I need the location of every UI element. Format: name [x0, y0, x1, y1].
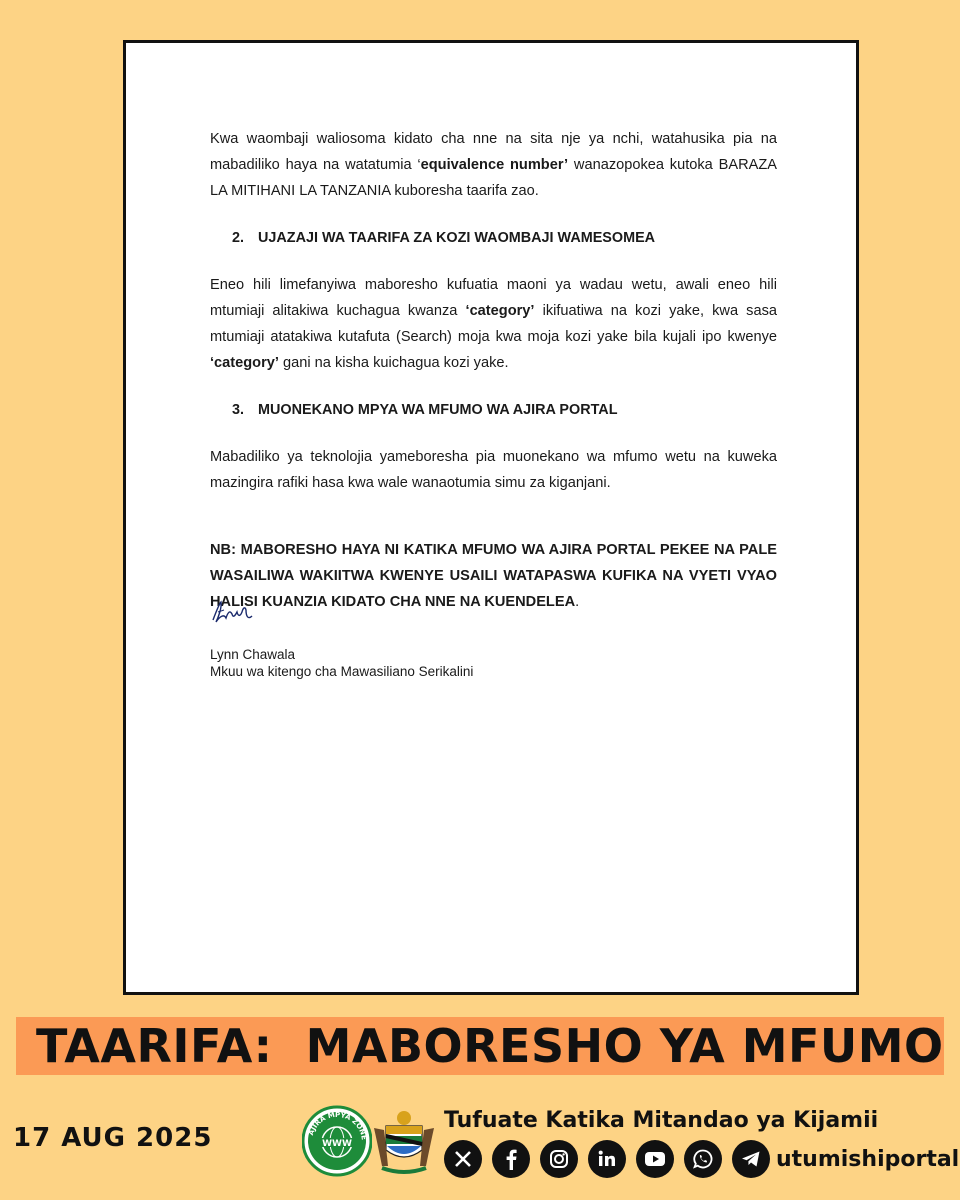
p2-bold-category-2: ‘category’	[210, 355, 279, 371]
heading-course-info	[210, 225, 777, 251]
heading-2-number: 2.	[232, 230, 245, 246]
p2-text-c: gani na kisha kuichagua kozi yake.	[278, 355, 509, 371]
heading-3-number: 3.	[232, 402, 245, 418]
signer-info	[210, 646, 473, 680]
coat-of-arms-icon	[368, 1106, 440, 1178]
title-banner	[16, 1017, 944, 1075]
paragraph-technology: Mabadiliko ya teknolojia yameboresha pia muonekano wa mfumo wetu na kuweka mazingira rafiki hasa kwa wale wanaotumia simu za kiganjani.	[210, 449, 777, 491]
whatsapp-icon[interactable]	[684, 1140, 722, 1178]
p2-bold-category-1: ‘category’	[465, 303, 535, 319]
document-page	[123, 40, 859, 995]
heading-new-look	[210, 397, 777, 423]
signature-block	[210, 598, 473, 680]
heading-2-text: UJAZAJI WA TAARIFA ZA KOZI WAOMBAJI WAMESOMEA	[258, 230, 656, 246]
paragraph-course-search	[210, 272, 777, 376]
paragraph-equivalence	[210, 126, 777, 204]
telegram-icon[interactable]	[732, 1140, 770, 1178]
heading-3-text: MUONEKANO MPYA WA MFUMO WA AJIRA PORTAL	[258, 402, 618, 418]
x-icon[interactable]	[444, 1140, 482, 1178]
social-links	[444, 1140, 959, 1178]
linkedin-icon[interactable]	[588, 1140, 626, 1178]
youtube-icon[interactable]	[636, 1140, 674, 1178]
post-date: 17 AUG 2025	[13, 1123, 213, 1153]
p2-text-a: Eneo hili limefanyiwa maboresho kufuatia maoni ya wadau wetu, awali eneo hili mtumiaji alitakiwa kuchagua kwanza	[210, 277, 777, 319]
signer-name: Lynn Chawala	[210, 647, 296, 662]
ajira-zone-logo-icon	[302, 1104, 372, 1178]
logo-zone-arc-text: AJIRA MPYA ZONE	[307, 1110, 368, 1141]
nb-bold-text: NB: MABORESHO HAYA NI KATIKA MFUMO WA AJIRA PORTAL PEKEE NA PALE WASAILIWA WAKIITWA KWENYE USAILI WATAPASWA KUFIKA NA VYETI VYAO HALISI KUANZIA KIDATO CHA NNE NA KUENDELEA	[210, 542, 777, 610]
facebook-icon[interactable]	[492, 1140, 530, 1178]
nb-tail: .	[575, 594, 580, 610]
p2-text-b: ikifuatiwa na kozi yake, kwa sasa mtumiaji atatakiwa kutafuta (Search) moja kwa moja kozi yake bila kujali ipo kwenye	[210, 303, 777, 345]
document-body	[210, 126, 777, 615]
p1-text-a: Kwa waombaji waliosoma kidato cha nne na sita nje ya nchi, watahusika pia na mabadiliko haya na watatumia ‘	[210, 131, 777, 173]
logo-zone-www: WWW	[322, 1139, 352, 1149]
p1-bold-equivalence: equivalence number’	[420, 157, 569, 173]
instagram-icon[interactable]	[540, 1140, 578, 1178]
social-handle[interactable]: utumishiportal	[776, 1146, 960, 1172]
follow-us-text: Tufuate Katika Mitandao ya Kijamii	[444, 1108, 879, 1133]
signer-title: Mkuu wa kitengo cha Mawasiliano Serikalini	[210, 664, 474, 679]
p1-text-b: wanazopokea kutoka BARAZA LA MITIHANI LA TANZANIA kuboresha taarifa zao.	[210, 157, 778, 199]
handwritten-signature	[210, 598, 254, 628]
banner-title: TAARIFA: MABORESHO YA MFUMO	[36, 1019, 944, 1073]
